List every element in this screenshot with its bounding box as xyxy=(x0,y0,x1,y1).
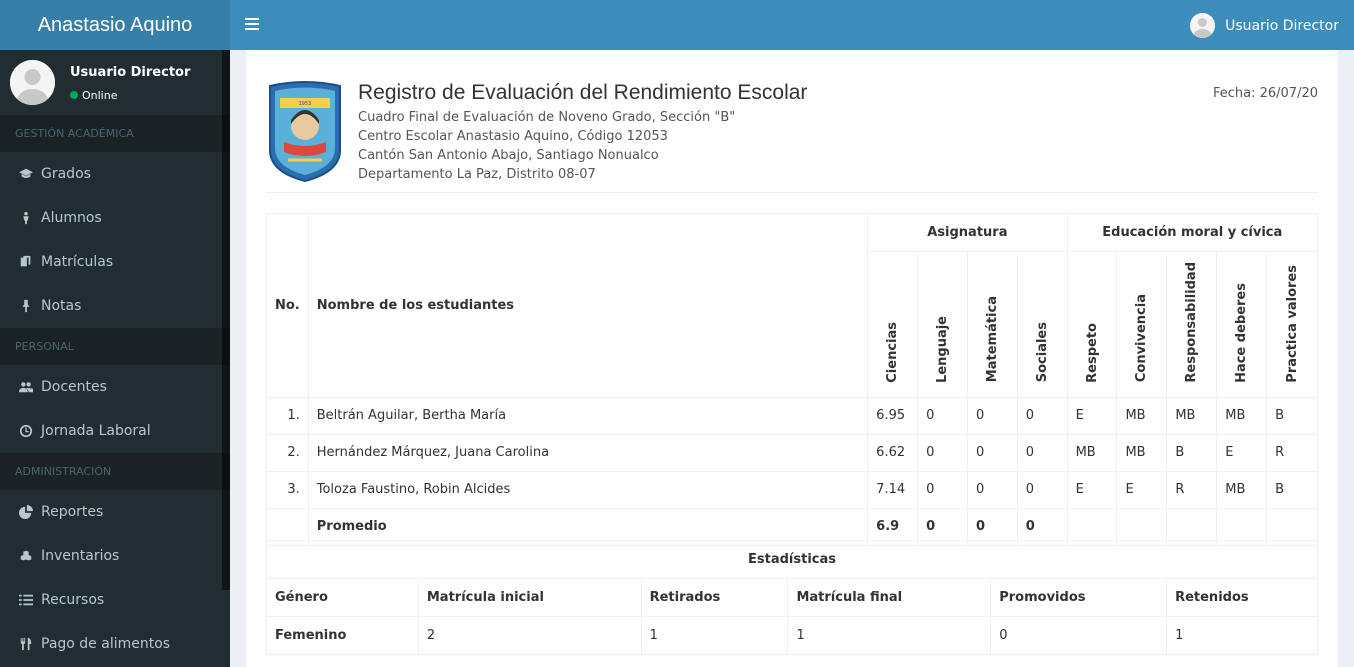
sidebar-item-label: Notas xyxy=(41,298,82,314)
grade-cell: 0 xyxy=(918,434,968,471)
grade-cell: MB xyxy=(1217,471,1267,508)
sidebar xyxy=(0,0,230,667)
sidebar-section-header: ADMINISTRACIÓN xyxy=(0,453,230,490)
column-header-label: Matemática xyxy=(984,296,1000,383)
column-header xyxy=(1067,252,1117,398)
subjects-group-header: Asignatura xyxy=(868,214,1067,252)
column-header xyxy=(967,252,1017,398)
report-line-4: Departamento La Paz, Distrito 08-07 xyxy=(358,167,596,182)
sidebar-item-label: Pago de alimentos xyxy=(41,636,171,652)
sidebar-item-label: Reportes xyxy=(41,504,104,520)
stats-cell: 1 xyxy=(1167,617,1318,655)
grade-cell: 0 xyxy=(967,508,1017,545)
list-icon xyxy=(18,592,34,608)
stats-column-header: Retenidos xyxy=(1167,579,1318,617)
grade-cell: 0 xyxy=(918,397,968,434)
col-no-header: No. xyxy=(267,214,309,398)
column-header-label: Ciencias xyxy=(885,321,901,383)
grade-cell: MB xyxy=(1217,397,1267,434)
sidebar-section-header: GESTIÓN ACADÉMICA xyxy=(0,115,230,152)
column-header-label: Practica valores xyxy=(1284,264,1300,383)
stats-column-header: Retirados xyxy=(641,579,788,617)
cubes-icon xyxy=(18,548,34,564)
grade-cell: MB xyxy=(1117,434,1167,471)
column-header xyxy=(1117,252,1167,398)
report-header xyxy=(266,80,1318,193)
cutlery-icon xyxy=(18,636,34,652)
column-header xyxy=(1217,252,1267,398)
report-title: Registro de Evaluación del Rendimiento Escolar xyxy=(358,81,808,104)
grade-cell: 6.95 xyxy=(868,397,918,434)
sidebar-item-label: Grados xyxy=(41,166,91,182)
statistics-title: Estadísticas xyxy=(267,541,1318,579)
column-header xyxy=(1167,252,1217,398)
stats-column-header: Género xyxy=(267,579,419,617)
stats-cell: 1 xyxy=(788,617,991,655)
sidebar-item-label: Alumnos xyxy=(41,210,102,226)
sidebar-item-label: Inventarios xyxy=(41,548,120,564)
sidebar-item-jornada-laboral[interactable] xyxy=(0,409,230,453)
grade-cell: 0 xyxy=(967,471,1017,508)
header-user-name: Usuario Director xyxy=(1225,17,1339,34)
grades-table xyxy=(266,213,1318,546)
sidebar-item-alumnos[interactable] xyxy=(0,196,230,240)
grade-cell: 0 xyxy=(967,397,1017,434)
column-header xyxy=(918,252,968,398)
user-panel xyxy=(0,50,230,115)
online-dot-icon xyxy=(70,91,78,99)
column-header-label: Responsabilidad xyxy=(1184,262,1200,383)
grade-cell: 0 xyxy=(967,434,1017,471)
stats-column-header: Promovidos xyxy=(991,579,1167,617)
seal-year: 1953 xyxy=(298,101,312,107)
grade-cell: E xyxy=(1067,471,1117,508)
column-header-label: Sociales xyxy=(1034,322,1050,383)
grade-cell: 0 xyxy=(1017,397,1067,434)
sidebar-nav xyxy=(0,115,230,666)
grade-cell: MB xyxy=(1117,397,1167,434)
sidebar-item-matrículas[interactable] xyxy=(0,240,230,284)
stats-column-header: Matrícula final xyxy=(788,579,991,617)
report-line-1: Cuadro Final de Evaluación de Noveno Grado, Sección "B" xyxy=(358,110,736,125)
header-avatar xyxy=(1190,13,1215,38)
push-pin-icon xyxy=(18,298,34,314)
grade-cell: 0 xyxy=(918,508,968,545)
grade-cell: 6.9 xyxy=(868,508,918,545)
grade-cell: 7.14 xyxy=(868,471,918,508)
grade-cell: E xyxy=(1067,397,1117,434)
student-name: Beltrán Aguilar, Bertha María xyxy=(308,397,867,434)
grade-cell: 6.62 xyxy=(868,434,918,471)
column-header-label: Convivencia xyxy=(1134,294,1150,383)
grade-cell: E xyxy=(1117,471,1167,508)
graduation-cap-icon xyxy=(18,166,34,182)
grade-cell: 0 xyxy=(1017,471,1067,508)
report-line-2: Centro Escolar Anastasio Aquino, Código 12053 xyxy=(358,129,668,144)
sidebar-item-recursos[interactable] xyxy=(0,578,230,622)
student-name: Hernández Márquez, Juana Carolina xyxy=(308,434,867,471)
top-navbar xyxy=(230,0,1354,50)
grade-cell: R xyxy=(1267,434,1318,471)
grade-cell: E xyxy=(1217,434,1267,471)
row-number: 2. xyxy=(267,434,309,471)
sidebar-scrollbar[interactable] xyxy=(222,50,230,590)
sidebar-item-inventarios[interactable] xyxy=(0,534,230,578)
grade-cell: 0 xyxy=(1017,508,1067,545)
stats-cell: 2 xyxy=(418,617,641,655)
grade-cell: 0 xyxy=(1017,434,1067,471)
column-header xyxy=(1267,252,1318,398)
sidebar-item-reportes[interactable] xyxy=(0,490,230,534)
school-seal-icon xyxy=(266,80,344,182)
clock-icon xyxy=(18,423,34,439)
row-number: 3. xyxy=(267,471,309,508)
column-header xyxy=(868,252,918,398)
sidebar-item-docentes[interactable] xyxy=(0,365,230,409)
sidebar-section-header: PERSONAL xyxy=(0,328,230,365)
stats-row xyxy=(267,617,1318,655)
grade-cell: R xyxy=(1167,471,1217,508)
grade-cell: B xyxy=(1267,471,1318,508)
user-avatar xyxy=(10,60,55,105)
app-logo[interactable]: Anastasio Aquino xyxy=(0,0,230,50)
column-header-label: Lenguaje xyxy=(935,315,951,383)
column-header-label: Respeto xyxy=(1084,322,1100,383)
row-number: 1. xyxy=(267,397,309,434)
sidebar-item-label: Recursos xyxy=(41,592,105,608)
col-name-header: Nombre de los estudiantes xyxy=(308,214,867,398)
pie-chart-icon xyxy=(18,504,34,520)
grade-cell: B xyxy=(1267,397,1318,434)
user-status[interactable] xyxy=(70,89,117,102)
user-menu[interactable] xyxy=(1190,13,1339,38)
statistics-table xyxy=(266,540,1318,655)
table-row xyxy=(267,471,1318,508)
user-status-label: Online xyxy=(82,89,118,102)
column-header-label: Hace deberes xyxy=(1234,282,1250,383)
student-name: Toloza Faustino, Robin Alcides xyxy=(308,471,867,508)
grade-cell: 0 xyxy=(918,471,968,508)
table-row xyxy=(267,397,1318,434)
grade-cell: MB xyxy=(1167,397,1217,434)
stats-cell: 1 xyxy=(641,617,788,655)
sidebar-item-label: Matrículas xyxy=(41,254,114,270)
moral-group-header: Educación moral y cívica xyxy=(1067,214,1317,252)
copy-icon xyxy=(18,254,34,270)
table-row xyxy=(267,434,1318,471)
stats-gender: Femenino xyxy=(267,617,419,655)
sidebar-item-label: Jornada Laboral xyxy=(41,423,151,439)
stats-cell: 0 xyxy=(991,617,1167,655)
report-card xyxy=(246,50,1338,667)
sidebar-item-pago-de-alimentos[interactable] xyxy=(0,622,230,666)
sidebar-toggle-icon[interactable] xyxy=(245,18,259,32)
sidebar-item-notas[interactable] xyxy=(0,284,230,328)
report-line-3: Cantón San Antonio Abajo, Santiago Nonualco xyxy=(358,148,659,163)
average-label: Promedio xyxy=(308,508,867,545)
users-icon xyxy=(18,379,34,395)
sidebar-item-label: Docentes xyxy=(41,379,107,395)
user-name: Usuario Director xyxy=(70,65,191,80)
sidebar-item-grados[interactable] xyxy=(0,152,230,196)
report-date: Fecha: 26/07/20 xyxy=(1212,86,1318,101)
column-header xyxy=(1017,252,1067,398)
stats-column-header: Matrícula inicial xyxy=(418,579,641,617)
grade-cell: MB xyxy=(1067,434,1117,471)
grade-cell: B xyxy=(1167,434,1217,471)
child-icon xyxy=(18,210,34,226)
